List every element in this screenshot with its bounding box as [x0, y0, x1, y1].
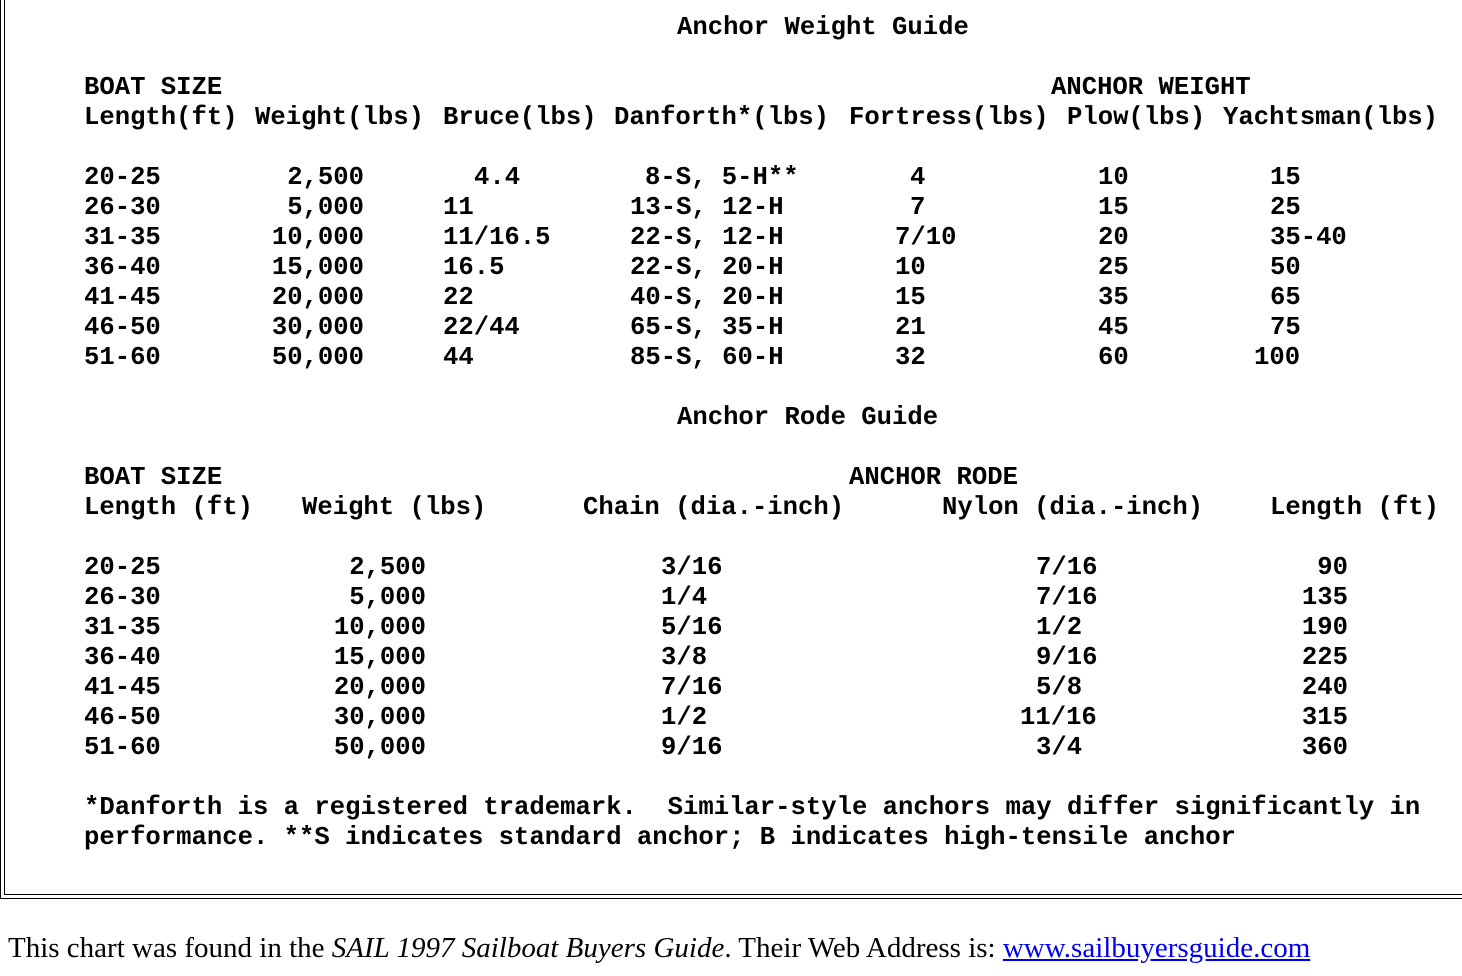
rode-table-cell: 5/16: [661, 613, 723, 642]
weight-table-cell: 20: [1098, 223, 1129, 252]
weight-table-cell: 31-35: [84, 223, 161, 252]
weight-table-cell: 7/10: [895, 223, 957, 252]
rode-header-rode-length: Length (ft): [1270, 493, 1439, 522]
footer-prefix: This chart was found in the: [8, 932, 332, 964]
weight-table-cell: 25: [1270, 193, 1301, 222]
rode-guide-group-boat-size: BOAT SIZE: [84, 463, 223, 492]
rode-table-cell: 46-50: [84, 703, 161, 732]
rode-table-cell: 26-30: [84, 583, 161, 612]
weight-header-plow: Plow(lbs): [1067, 103, 1206, 132]
rode-table-cell: 90: [1317, 553, 1348, 582]
weight-table-cell: 100: [1254, 343, 1301, 372]
rode-guide-group-anchor-rode: ANCHOR RODE: [849, 463, 1018, 492]
rode-table-cell: 190: [1301, 613, 1348, 642]
rode-table-row: [0, 703, 1462, 733]
rode-table-row: [0, 643, 1462, 673]
rode-table-cell: 5,000: [349, 583, 426, 612]
rode-table-cell: 1/2: [1036, 613, 1083, 642]
rode-table-cell: 5/8: [1036, 673, 1083, 702]
weight-table-cell: 44: [443, 343, 474, 372]
weight-table-cell: 22-S, 12-H: [630, 223, 784, 252]
weight-table-cell: 22-S, 20-H: [630, 253, 784, 282]
weight-table-cell: 11/16.5: [443, 223, 551, 252]
weight-table-cell: 32: [895, 343, 926, 372]
rode-table-cell: 7/16: [1036, 553, 1098, 582]
rode-table-cell: 20,000: [333, 673, 426, 702]
rode-table-row: [0, 613, 1462, 643]
weight-table-cell: 8-S, 5-H**: [645, 163, 799, 192]
rode-table-cell: 31-35: [84, 613, 161, 642]
weight-table-cell: 7: [910, 193, 926, 222]
rode-guide-title: Anchor Rode Guide: [677, 403, 939, 432]
weight-table-cell: 50,000: [271, 343, 364, 372]
weight-table-cell: 13-S, 12-H: [630, 193, 784, 222]
rode-table-cell: 41-45: [84, 673, 161, 702]
weight-table-cell: 36-40: [84, 253, 161, 282]
rode-table-row: [0, 553, 1462, 583]
weight-guide-group-anchor-weight: ANCHOR WEIGHT: [1051, 73, 1251, 102]
rode-table-cell: 3/16: [661, 553, 723, 582]
weight-table-cell: 40-S, 20-H: [630, 283, 784, 312]
footer-source-title: SAIL 1997 Sailboat Buyers Guide: [331, 932, 725, 964]
rode-table-cell: 15,000: [333, 643, 426, 672]
rode-table-cell: 240: [1301, 673, 1348, 702]
weight-table-cell: 85-S, 60-H: [630, 343, 784, 372]
weight-table-cell: 15: [895, 283, 926, 312]
rode-table-cell: 50,000: [333, 733, 426, 762]
trademark-note: *Danforth is a registered trademark. Similar-style anchors may differ significantly in: [84, 793, 1421, 822]
weight-table-cell: 22/44: [443, 313, 520, 342]
weight-table-cell: 4: [910, 163, 926, 192]
rode-table-cell: 7/16: [661, 673, 723, 702]
rode-table-cell: 9/16: [1036, 643, 1098, 672]
weight-guide-header-row: [0, 103, 1462, 133]
rode-table-cell: 11/16: [1020, 703, 1097, 732]
weight-table-cell: 20,000: [271, 283, 364, 312]
rode-header-length: Length (ft): [84, 493, 253, 522]
rode-table-row: [0, 673, 1462, 703]
weight-table-row: [0, 223, 1462, 253]
weight-table-cell: 15,000: [271, 253, 364, 282]
weight-table-cell: 41-45: [84, 283, 161, 312]
weight-header-fortress: Fortress(lbs): [849, 103, 1049, 132]
weight-table-cell: 65-S, 35-H: [630, 313, 784, 342]
rode-table-cell: 360: [1301, 733, 1348, 762]
rode-table-row: [0, 583, 1462, 613]
weight-table-cell: 60: [1098, 343, 1129, 372]
weight-table-cell: 4.4: [474, 163, 521, 192]
rode-header-nylon: Nylon (dia.-inch): [942, 493, 1204, 522]
weight-table-cell: 2,500: [287, 163, 364, 192]
rode-table-cell: 315: [1301, 703, 1348, 732]
weight-table-row: [0, 313, 1462, 343]
weight-table-cell: 11: [443, 193, 474, 222]
rode-table-cell: 2,500: [349, 553, 426, 582]
rode-table-cell: 20-25: [84, 553, 161, 582]
weight-table-row: [0, 163, 1462, 193]
weight-header-yachtsman: Yachtsman(lbs): [1223, 103, 1439, 132]
weight-table-cell: 65: [1270, 283, 1301, 312]
rode-table-row: [0, 733, 1462, 763]
weight-table-row: [0, 343, 1462, 373]
weight-table-cell: 25: [1098, 253, 1129, 282]
rode-table-cell: 36-40: [84, 643, 161, 672]
weight-guide-group-boat-size: BOAT SIZE: [84, 73, 223, 102]
weight-table-cell: 75: [1270, 313, 1301, 342]
weight-table-cell: 20-25: [84, 163, 161, 192]
rode-table-cell: 135: [1301, 583, 1348, 612]
weight-table-cell: 22: [443, 283, 474, 312]
weight-header-weight: Weight(lbs): [255, 103, 424, 132]
rode-table-cell: 51-60: [84, 733, 161, 762]
source-footer: [8, 931, 1310, 965]
rode-table-cell: 3/4: [1036, 733, 1083, 762]
weight-table-cell: 50: [1270, 253, 1301, 282]
weight-table-row: [0, 253, 1462, 283]
weight-table-cell: 10: [1098, 163, 1129, 192]
footer-middle: . Their Web Address is:: [724, 932, 1003, 964]
weight-header-danforth: Danforth*(lbs): [614, 103, 830, 132]
weight-header-bruce: Bruce(lbs): [443, 103, 597, 132]
weight-table-row: [0, 193, 1462, 223]
weight-guide-title: Anchor Weight Guide: [677, 13, 969, 42]
weight-table-cell: 10: [895, 253, 926, 282]
weight-table-cell: 21: [895, 313, 926, 342]
rode-table-cell: 7/16: [1036, 583, 1098, 612]
weight-table-cell: 30,000: [271, 313, 364, 342]
weight-table-cell: 5,000: [287, 193, 364, 222]
footer-website-link[interactable]: www.sailbuyersguide.com: [1002, 932, 1311, 964]
weight-table-cell: 35-40: [1270, 223, 1347, 252]
rode-table-cell: 1/4: [661, 583, 708, 612]
weight-table-cell: 15: [1270, 163, 1301, 192]
weight-table-cell: 16.5: [443, 253, 505, 282]
rode-table-cell: 225: [1301, 643, 1348, 672]
rode-table-cell: 10,000: [333, 613, 426, 642]
weight-table-cell: 45: [1098, 313, 1129, 342]
weight-table-row: [0, 283, 1462, 313]
rode-header-chain: Chain (dia.-inch): [583, 493, 845, 522]
weight-table-cell: 26-30: [84, 193, 161, 222]
weight-header-length: Length(ft): [84, 103, 238, 132]
rode-table-cell: 9/16: [661, 733, 723, 762]
rode-table-cell: 1/2: [661, 703, 708, 732]
rode-guide-header-row: [0, 493, 1462, 523]
weight-table-cell: 10,000: [271, 223, 364, 252]
rode-table-cell: 3/8: [661, 643, 708, 672]
rode-table-cell: 30,000: [333, 703, 426, 732]
weight-table-cell: 35: [1098, 283, 1129, 312]
weight-table-cell: 51-60: [84, 343, 161, 372]
rode-header-weight: Weight (lbs): [302, 493, 487, 522]
weight-table-cell: 15: [1098, 193, 1129, 222]
weight-table-cell: 46-50: [84, 313, 161, 342]
anchor-type-note: performance. **S indicates standard anchor; B indicates high-tensile anchor: [84, 823, 1236, 852]
